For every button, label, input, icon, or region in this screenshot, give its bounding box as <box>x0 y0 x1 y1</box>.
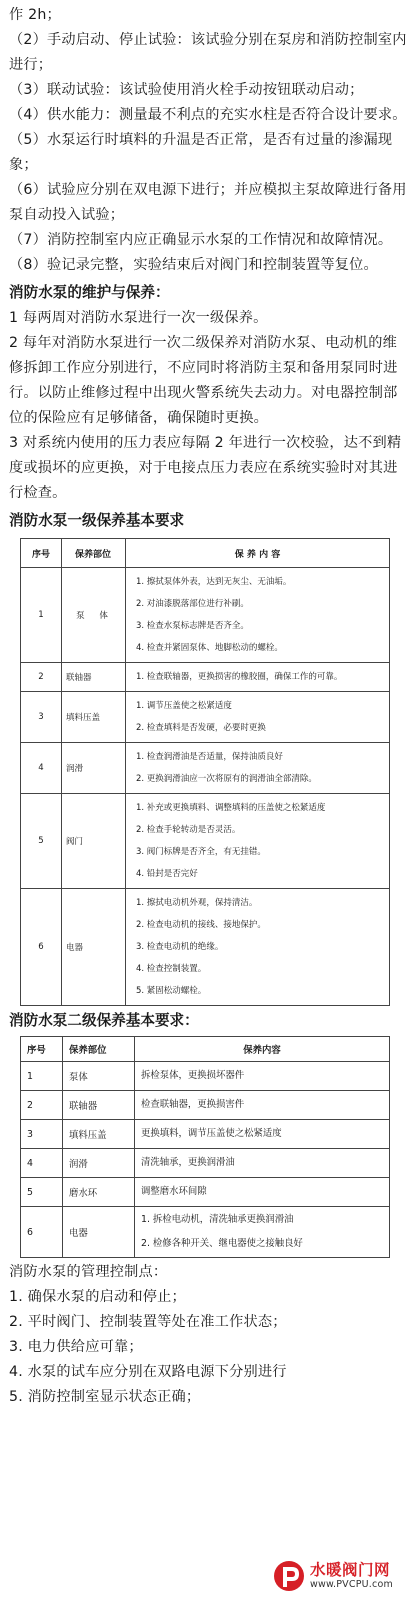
table-row <box>21 743 390 794</box>
cell-part: 电器 <box>62 889 126 1006</box>
intro-line: （2）手动启动、停止试验：该试验分别在泵房和消防控制室内进行； <box>9 32 407 73</box>
cell-part: 润滑 <box>63 1149 135 1178</box>
cell-part: 润滑 <box>62 743 126 794</box>
table-header-row <box>21 539 390 568</box>
content-item: 1. 检查润滑油是否适量，保持油质良好 <box>136 752 283 762</box>
content-item: 1. 擦拭泵体外表，达到无灰尘、无油垢。 <box>136 577 292 587</box>
content-item: 清洗轴承，更换润滑油 <box>141 1157 235 1168</box>
header-content: 保养内容 <box>135 1037 390 1062</box>
site-watermark <box>272 1555 412 1597</box>
maintenance-item: 1 每两周对消防水泵进行一次一级保养。 <box>9 310 268 326</box>
table-row <box>21 794 390 889</box>
cell-content <box>135 1120 390 1149</box>
content-item: 调整磨水环间隙 <box>141 1186 207 1197</box>
cell-no: 5 <box>21 794 62 889</box>
cell-content <box>135 1178 390 1207</box>
control-item: 4. 水泵的试车应分别在双路电源下分别进行 <box>9 1364 287 1380</box>
table-row <box>21 1120 390 1149</box>
header-no: 序号 <box>21 1037 63 1062</box>
content-item: 1. 拆检电动机，清洗轴承更换润滑油 <box>141 1214 294 1225</box>
cell-content <box>135 1149 390 1178</box>
cell-no: 3 <box>21 1120 63 1149</box>
table-row <box>21 692 390 743</box>
content-item: 4. 检查并紧固泵体、地脚松动的螺栓。 <box>136 643 283 653</box>
cell-no: 1 <box>21 568 62 663</box>
content-item: 拆检泵体，更换损坏器件 <box>141 1070 245 1081</box>
header-no: 序号 <box>21 539 62 568</box>
cell-content <box>135 1062 390 1091</box>
control-item: 3. 电力供给应可靠； <box>9 1339 143 1355</box>
cell-no: 3 <box>21 692 62 743</box>
maintenance-heading: 消防水泵的维护与保养： <box>9 284 170 301</box>
table-row <box>21 1062 390 1091</box>
table-row <box>21 1207 390 1258</box>
cell-no: 1 <box>21 1062 63 1091</box>
table1-body <box>21 568 390 1006</box>
table1-heading: 消防水泵一级保养基本要求 <box>9 512 185 529</box>
control-item: 5. 消防控制室显示状态正确； <box>9 1389 201 1405</box>
content-item: 1. 补充或更换填料、调整填料的压盖使之松紧适度 <box>136 803 326 813</box>
cell-part: 电器 <box>63 1207 135 1258</box>
control-item: 1. 确保水泵的启动和停止； <box>9 1289 186 1305</box>
watermark-text <box>310 1561 393 1591</box>
content-item: 2. 检修各种开关、继电器使之接触良好 <box>141 1238 303 1249</box>
cell-part: 填料压盖 <box>63 1120 135 1149</box>
content-item: 3. 检查电动机的绝缘。 <box>136 942 224 952</box>
cell-part: 阀门 <box>62 794 126 889</box>
cell-content <box>126 568 390 663</box>
intro-line: （5）水泵运行时填料的升温是否正常，是否有过量的渗漏现象； <box>9 132 393 173</box>
level1-maintenance-table <box>20 538 390 1006</box>
intro-line: （8）验记录完整，实验结束后对阀门和控制装置等复位。 <box>9 257 378 273</box>
cell-content <box>126 692 390 743</box>
table-row <box>21 889 390 1006</box>
content-item: 1. 检查联轴器，更换损害的橡胶圈，确保工作的可靠。 <box>136 672 343 682</box>
cell-no: 6 <box>21 889 62 1006</box>
intro-line: （3）联动试验：该试验使用消火栓手动按钮联动启动； <box>9 82 364 98</box>
header-part: 保养部位 <box>62 539 126 568</box>
cell-part: 联轴器 <box>63 1091 135 1120</box>
cell-content <box>126 743 390 794</box>
intro-line: （4）供水能力：测量最不利点的充实水柱是否符合设计要求。 <box>9 107 407 123</box>
table2-body <box>21 1062 390 1258</box>
cell-content <box>126 663 390 692</box>
cell-no: 4 <box>21 1149 63 1178</box>
cell-part: 磨水环 <box>63 1178 135 1207</box>
intro-line: 作 2h； <box>9 7 61 23</box>
content-item: 5. 紧固松动螺栓。 <box>136 986 207 996</box>
content-item: 4. 铅封是否完好 <box>136 869 198 879</box>
table-row <box>21 1091 390 1120</box>
maintenance-item: 2 每年对消防水泵进行一次二级保养对消防水泵、电动机的维修拆卸工作应分别进行，不应同时将消防主泵和备用泵同时进行。以防止维修过程中出现火警系统失去动力。对电器控制部位的保险应有足够储备，确保随时更换。 <box>9 335 398 426</box>
table-row <box>21 663 390 692</box>
cell-no: 2 <box>21 1091 63 1120</box>
cell-no: 5 <box>21 1178 63 1207</box>
pvcpu-logo-icon <box>272 1559 306 1593</box>
cell-no: 4 <box>21 743 62 794</box>
intro-line: （7）消防控制室内应正确显示水泵的工作情况和故障情况。 <box>9 232 393 248</box>
content-item: 1. 擦拭电动机外观，保持清洁。 <box>136 898 258 908</box>
watermark-title: 水暖阀门网 <box>310 1561 391 1579</box>
content-item: 2. 检查手轮转动是否灵活。 <box>136 825 241 835</box>
header-part: 保养部位 <box>63 1037 135 1062</box>
intro-line: （6）试验应分别在双电源下进行；并应模拟主泵故障进行备用泵自动投入试验； <box>9 182 407 223</box>
control-heading: 消防水泵的管理控制点： <box>9 1264 168 1280</box>
content-item: 2. 检查电动机的接线、接地保护。 <box>136 920 266 930</box>
header-content: 保 养 内 容 <box>126 539 390 568</box>
table-row <box>21 568 390 663</box>
cell-content <box>135 1207 390 1258</box>
cell-no: 2 <box>21 663 62 692</box>
maintenance-item: 3 对系统内使用的压力表应每隔 2 年进行一次校验，达不到精度或损坏的应更换，对于电接点压力表应在系统实验时对其进行检查。 <box>9 435 402 501</box>
table-header-row <box>21 1037 390 1062</box>
cell-part: 联轴器 <box>62 663 126 692</box>
cell-part: 泵体 <box>63 1062 135 1091</box>
content-item: 更换填料，调节压盖使之松紧适度 <box>141 1128 282 1139</box>
cell-content <box>135 1091 390 1120</box>
content-item: 2. 检查填料是否发硬，必要时更换 <box>136 723 266 733</box>
control-item: 2. 平时阀门、控制装置等处在准工作状态； <box>9 1314 287 1330</box>
content-item: 1. 调节压盖使之松紧适度 <box>136 701 232 711</box>
content-item: 2. 对油漆脱落部位进行补刷。 <box>136 599 249 609</box>
watermark-url: www.PVCPU.com <box>310 1579 393 1590</box>
content-item: 3. 检查水泵标志牌是否齐全。 <box>136 621 249 631</box>
table-row <box>21 1178 390 1207</box>
cell-part: 填料压盖 <box>62 692 126 743</box>
level2-maintenance-table <box>20 1036 390 1258</box>
cell-content <box>126 794 390 889</box>
cell-part: 泵 体 <box>62 568 126 663</box>
table1-container <box>20 538 390 1006</box>
content-item: 4. 检查控制装置。 <box>136 964 207 974</box>
content-item: 3. 阀门标牌是否齐全，有无挂错。 <box>136 847 266 857</box>
cell-content <box>126 889 390 1006</box>
cell-no: 6 <box>21 1207 63 1258</box>
table-row <box>21 1149 390 1178</box>
content-item: 2. 更换润滑油应一次将原有的润滑油全部清除。 <box>136 774 317 784</box>
table2-heading: 消防水泵二级保养基本要求： <box>9 1012 199 1029</box>
content-item: 检查联轴器，更换损害件 <box>141 1099 245 1110</box>
